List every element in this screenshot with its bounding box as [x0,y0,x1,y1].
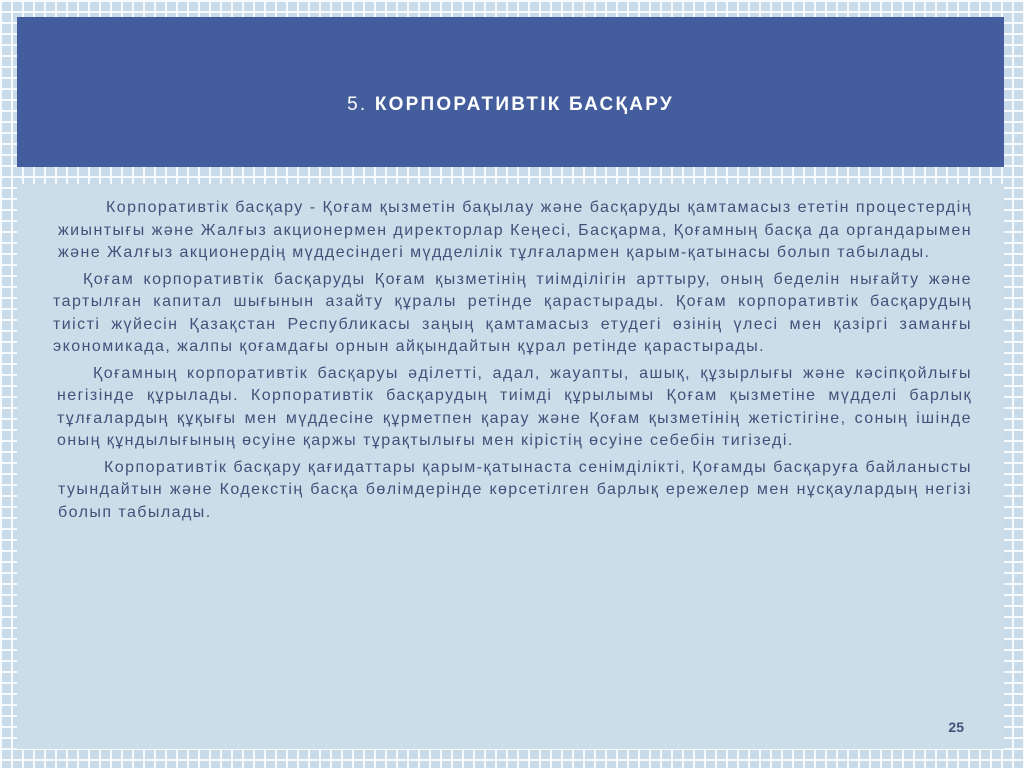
slide-title-text: КОРПОРАТИВТІК БАСҚАРУ [374,94,674,115]
paragraph-foundation: Корпоративтік басқару қағидаттары қарым-қатынаста сенімділікті, Қоғамды басқаруға байланысты туындайтын және Кодекстің басқа бөлімдерінде көрсетілген барлық ережелер мен нұсқаулардың негізі болып табылады. [58,458,972,521]
paragraph-definition: Корпоративтік басқару - Қоғам қызметін бақылау және басқаруды қамтамасыз ететін процестердің жиынтығы және Жалғыз акционермен директорлар Кеңесі, Басқарма, Қоғамның басқа да органдарымен және Жалғыз акционердің мүддесіндегі мүдделілік тұлғалармен қарым-қатынасы болып табылады. [58,199,972,261]
title-banner [17,17,1004,167]
slide-body [53,197,972,528]
paragraph-purpose: Қоғам корпоративтік басқаруды Қоғам қызметінің тиімділігін арттыру, оның беделін нығайту және тартылған капитал шығынын азайту құралы ретінде қарастырады. Қоғам корпоративтік басқарудың тиісті жүйесін Қазақстан Республикасы заңың қамтамасыз етудегі өзінің үлесі мен қазіргі заманғы экономикада, жалпы қоғамдағы орнын айқындайтын құрал ретінде қарастырады. [53,270,972,355]
page-number: 25 [948,719,964,735]
slide-title [17,94,1004,116]
paragraph-principles: Қоғамның корпоративтік басқаруы әділетті, адал, жауапты, ашық, құзырлығы және кәсіпқойлығы негізінде құрылады. Корпоративтік басқарудың тиімді құрылымы Қоғам қызметіне мүдделі барлық тұлғалардың құқығы мен мүддесіне құрметпен қарау және Қоғам қызметінің жетістігіне, соның ішінде оның құндылығының өсуіне қаржы тұрақтылығы мен кірістің өсуіне себебін тигізеді. [57,364,972,449]
slide-title-number: 5. [347,94,368,115]
